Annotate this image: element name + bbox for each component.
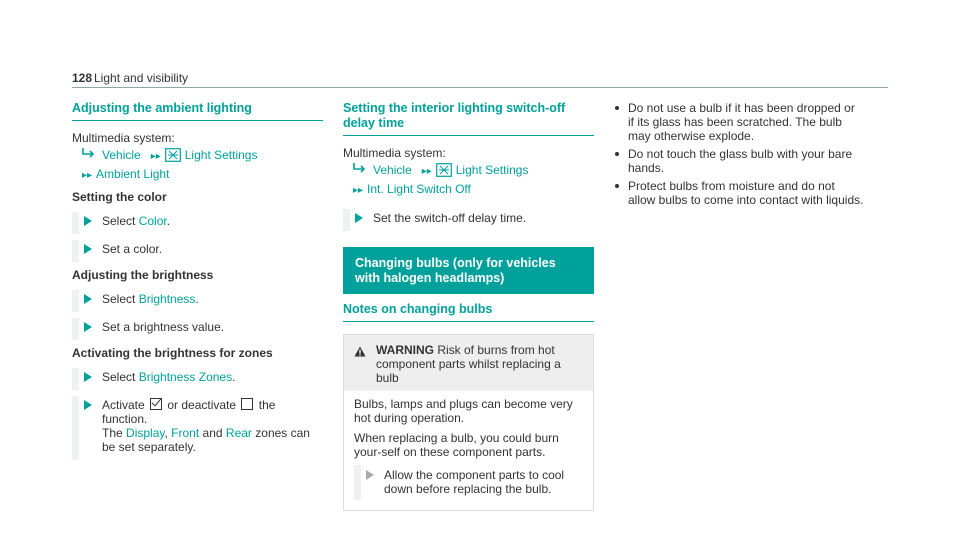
step-arrow-icon [84,294,92,304]
light-settings-icon [165,148,181,166]
list-item: Do not use a bulb if it has been dropped or if its glass has been scratched. The bulb may otherwise explode. [614,101,864,143]
double-chevron-icon: ▸▸ [421,166,432,177]
nav-light-settings[interactable]: Light Settings [455,163,529,177]
nav-int-light-switch-off[interactable]: Int. Light Switch Off [367,182,471,196]
step-set-brightness: Set a brightness value. [72,318,323,340]
link-color[interactable]: Color [138,214,167,228]
multimedia-label: Multimedia system: [72,131,175,145]
double-chevron-icon: ▸▸ [82,170,93,181]
column-bulb-notes [614,101,864,211]
checkbox-checked-icon [150,398,162,410]
page-header [72,71,888,87]
step-set-delay: Set the switch-off delay time. [343,209,594,231]
step-select-color: Select Color. [72,212,323,234]
bulb-notes-list [614,101,864,207]
step-activate-zones: Activate or deactivate the function. The Display, Front and Rear zones can be set separately. [72,396,323,460]
warning-body-2: When replacing a bulb, you could burn your-self on these component parts. [354,431,559,459]
list-item: Protect bulbs from moisture and do not allow bulbs to come into contact with liquids. [614,179,864,207]
multimedia-label: Multimedia system: [343,146,446,160]
link-display[interactable]: Display [126,426,165,440]
warning-triangle-icon [354,343,376,385]
warning-header-text: WARNING Risk of burns from hot component parts whilst replacing a bulb [376,343,561,385]
step-arrow-icon [84,322,92,332]
link-rear[interactable]: Rear [225,426,252,440]
checkbox-unchecked-icon [241,398,253,410]
link-brightness[interactable]: Brightness [138,292,196,306]
subhead-setting-color: Setting the color [72,190,167,204]
link-front[interactable]: Front [171,426,200,440]
column-interior-lighting [343,101,594,511]
nav-path-line-1 [72,147,323,166]
step-arrow-icon [84,216,92,226]
nav-ambient-light[interactable]: Ambient Light [96,167,170,181]
nav-light-settings[interactable]: Light Settings [184,148,258,162]
subhead-brightness: Adjusting the brightness [72,268,214,282]
warning-body [344,391,593,510]
header-divider [72,87,888,88]
warning-step: Allow the component parts to cool down before replacing the bulb. [354,465,583,500]
double-chevron-icon: ▸▸ [353,185,364,196]
nav-path-line-1 [343,162,594,181]
nav-vehicle[interactable]: Vehicle [373,163,412,177]
nav-path-line-2 [343,181,594,199]
page-topic: Light and visibility [94,71,189,85]
column-ambient-lighting [72,101,323,466]
step-select-brightness: Select Brightness. [72,290,323,312]
page-number: 128 [72,71,93,85]
list-item: Do not touch the glass bulb with your bare hands. [614,147,864,175]
step-arrow-icon [355,213,363,223]
link-brightness-zones[interactable]: Brightness Zones [138,370,233,384]
return-arrow-icon [72,147,102,163]
section-band-changing-bulbs: Changing bulbs (only for vehicles with halogen headlamps) [343,247,594,294]
step-arrow-icon [84,400,92,410]
double-chevron-icon: ▸▸ [150,151,161,162]
step-set-color: Set a color. [72,240,323,262]
warning-header [344,335,593,391]
nav-vehicle[interactable]: Vehicle [102,148,141,162]
return-arrow-icon [343,162,373,178]
subhead-zones: Activating the brightness for zones [72,346,273,360]
warning-box [343,334,594,511]
section-title-notes-bulbs: Notes on changing bulbs [343,302,594,322]
step-select-zones: Select Brightness Zones. [72,368,323,390]
warning-body-1: Bulbs, lamps and plugs can become very hot during operation. [354,397,573,425]
light-settings-icon [436,163,452,181]
section-title-switch-off: Setting the interior lighting switch-off delay time [343,101,594,136]
step-arrow-icon [366,470,374,480]
step-arrow-icon [84,372,92,382]
nav-path-line-2 [72,166,323,184]
section-title-ambient: Adjusting the ambient lighting [72,101,323,121]
step-arrow-icon [84,244,92,254]
